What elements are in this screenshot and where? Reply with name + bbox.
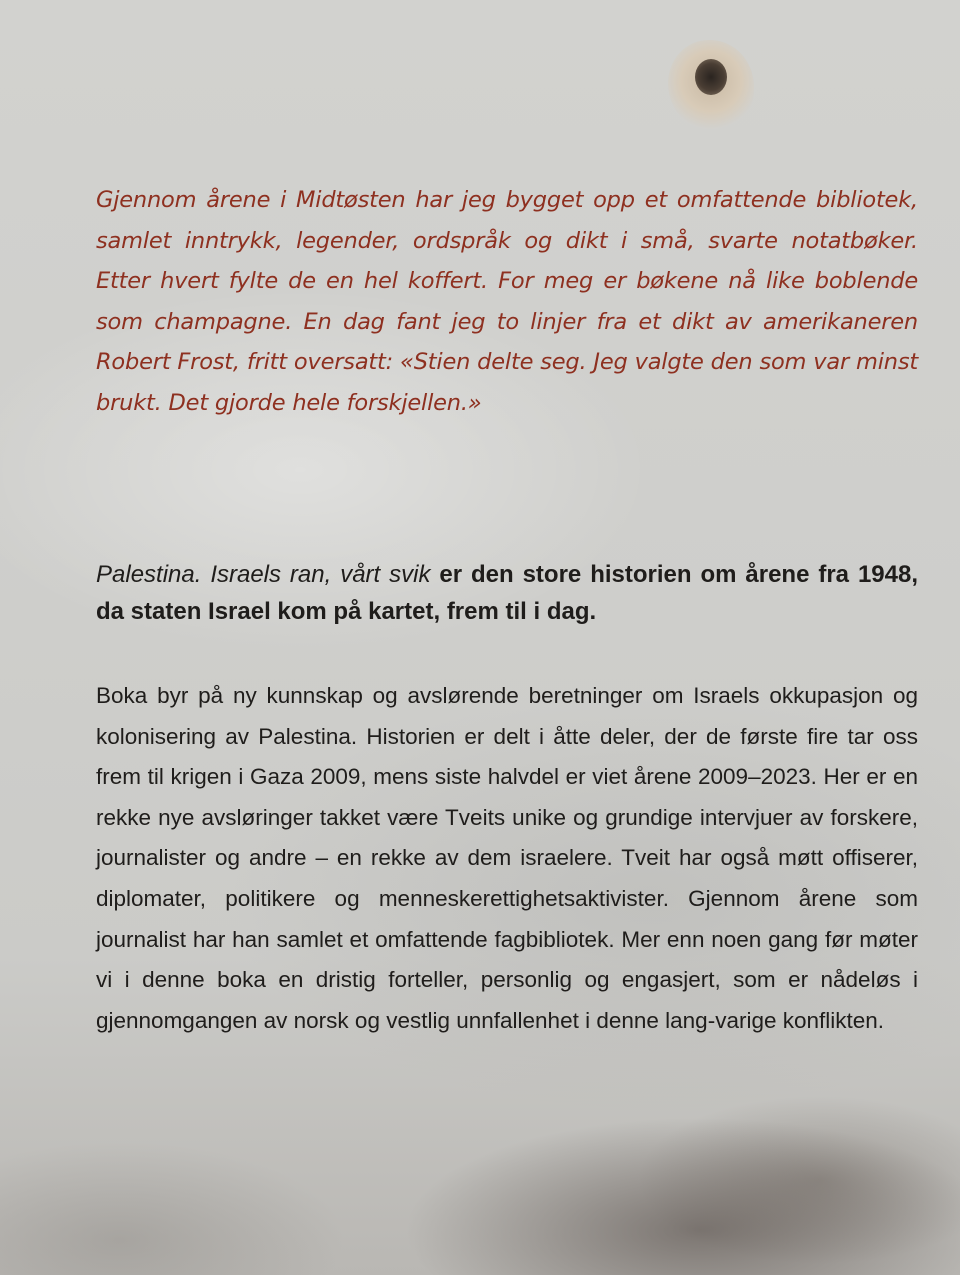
lead-paragraph [96, 556, 918, 630]
lead-text: er den store historien om årene fra 1948, da staten Israel kom på kartet, frem til i dag. [96, 561, 919, 625]
description-paragraph: Boka byr på ny kunnskap og avslørende beretninger om Israels okkupasjon og kolonisering av Palestina. Historien er delt i åtte deler, der de første fire tar oss frem til krigen i Gaza 2009, mens siste halvdel er viet årene 2009–2023. Her er en rekke nye avsløringer takket være Tveits unike og grundige intervjuer av forskere, journalister og andre – en rekke av dem israelere. Tveit har også møtt offiserer, diplomater, politikere og menneskerettighetsaktivister. Gjennom årene som journalist har han samlet et omfattende fagbibliotek. Mer enn noen gang før møter vi i denne boka en dristig forteller, personlig og engasjert, som er nådeløs i gjennomgangen av norsk og vestlig unnfallenhet i denne lang-varige konflikten. [96, 683, 918, 1033]
book-title: Palestina. Israels ran, vårt svik [96, 561, 431, 588]
cover-hole [668, 40, 754, 132]
author-quote: Gjennom årene i Midtøsten har jeg bygget opp et omfattende bibliotek, samlet inntrykk, legender, ordspråk og dikt i små, svarte notatbøker. Etter hvert fylte de en hel koffert. For meg er bøkene nå like boblende som champagne. En dag fant jeg to linjer fra et dikt av amerikaneren Robert Frost, fritt oversatt: «Stien delte seg. Jeg valgte den som var minst brukt. Det gjorde hele forskjellen.» [96, 187, 918, 416]
hole-center [695, 59, 727, 95]
